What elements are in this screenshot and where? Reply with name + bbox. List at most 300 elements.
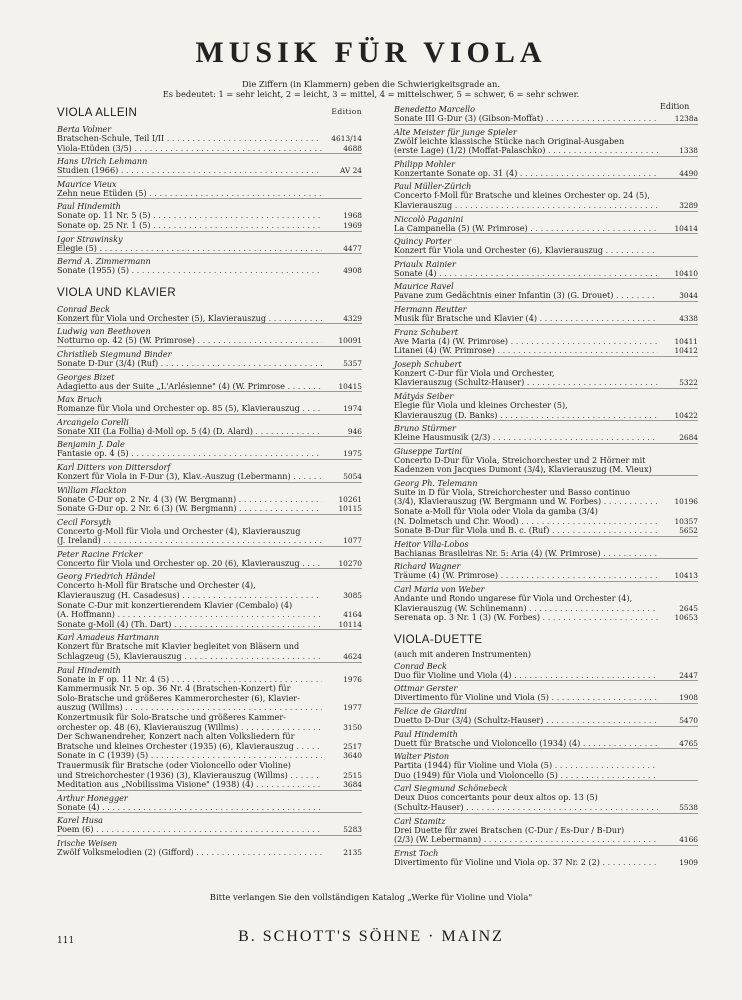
catalog-entry (394, 659, 698, 681)
composer-name: Richard Wagner (394, 561, 461, 572)
work-title: Adagietto aus der Suite „L'Arlésienne" (4) (W. Primrose . . . (57, 382, 322, 392)
edition-number: 10411 (674, 336, 698, 346)
work-title: Deux Duos concertants pour deux altos op. 13 (5) (394, 793, 598, 803)
work-row (57, 601, 362, 611)
work-title: Divertimento für Violine und Viola (5) . . . (394, 693, 658, 703)
work-title: Klavierauszug (W. Schünemann) . . . (394, 604, 658, 614)
work-title: Concerto f-Moll für Bratsche und kleines Orchester op. 24 (5), (394, 191, 650, 201)
work-title: (J. Ireland) . . . (57, 536, 322, 546)
composer-name: Ernst Toch (394, 847, 439, 858)
composer-name: Joseph Schubert (394, 358, 462, 369)
composer-name: Benedetto Marcello (394, 104, 476, 114)
work-title: Konzertante Sonate op. 31 (4) . . . (394, 169, 658, 179)
catalog-entry (394, 211, 698, 234)
work-row (394, 716, 698, 726)
page-number: 111 (57, 936, 75, 946)
work-title: Sonate g-Moll (4) (Th. Dart) . . . (57, 620, 322, 630)
intro-line-1: Die Ziffern (in Klammern) geben die Schwierigkeitsgrade an. (242, 79, 500, 89)
composer-name: Niccolò Paganini (394, 213, 464, 224)
composer-name: Maurice Ravel (394, 281, 454, 292)
composer-name: Karel Husa (57, 815, 103, 826)
work-row (57, 825, 362, 835)
edition-number: 4688 (343, 143, 362, 153)
work-title: (2/3) (W. Lebermann) . . . (394, 835, 658, 845)
catalog-entry (57, 176, 362, 199)
catalog-entry (394, 703, 698, 726)
work-row (394, 671, 698, 681)
page-title: MUSIK FÜR VIOLA (195, 36, 547, 69)
work-title: (erste Lage) (1/2) (Moffat-Palaschko) . . . (394, 146, 658, 156)
work-row (394, 526, 698, 536)
edition-number: 1338 (679, 146, 698, 156)
composer-name: Carl Siegmund Schönebeck (394, 783, 508, 794)
work-title: auszug (Willms) . . . (57, 703, 322, 713)
work-title: Duo (1949) für Viola und Violoncello (5) . . . (394, 771, 658, 781)
work-row (57, 723, 362, 733)
catalog-section (394, 102, 698, 623)
work-title: Sonate in F op. 11 Nr. 4 (5) . . . (57, 675, 322, 685)
edition-number: 1976 (343, 674, 362, 684)
edition-number: 5322 (679, 378, 698, 388)
work-title: Zwölf leichte klassische Stücke nach Original-Ausgaben (394, 136, 625, 146)
composer-name: Maurice Vieux (57, 178, 117, 189)
work-row (394, 337, 698, 347)
composer-name: Bernd A. Zimmermann (57, 256, 151, 267)
work-row (57, 620, 362, 630)
work-row (57, 694, 362, 704)
edition-number: 946 (347, 426, 362, 436)
work-title: Duo für Violine und Viola (4) . . . (394, 671, 658, 681)
work-title: Sonate B-Dur für Viola und B. c. (Ruf) . . . (394, 526, 658, 536)
composer-name: Max Bruch (57, 394, 103, 405)
work-row (394, 191, 698, 201)
section-note: (auch mit anderen Instrumenten) (394, 648, 532, 659)
catalog-entry (57, 514, 362, 546)
composer-name: Arthur Honegger (57, 792, 128, 803)
work-row (394, 488, 698, 498)
edition-number: 4490 (679, 168, 698, 178)
edition-number: 10091 (338, 336, 362, 346)
catalog-entry (57, 369, 362, 392)
composer-name: Franz Schubert (394, 326, 458, 337)
work-title: Sonate G-Dur op. 2 Nr. 6 (3) (W. Bergmann) . . . (57, 504, 322, 514)
work-title: Sonate C-Dur op. 2 Nr. 4 (3) (W. Bergmann) . . . (57, 495, 322, 505)
section-title: VIOLA-DUETTE (394, 633, 483, 646)
edition-number: 4329 (343, 313, 362, 323)
composer-name: Quincy Porter (394, 236, 452, 247)
work-row (394, 401, 698, 411)
catalog-entry (394, 124, 698, 156)
work-title: Zehn neue Etüden (5) . . . (57, 189, 322, 199)
work-title: Sonate (1955) (5) . . . (57, 266, 322, 276)
work-title: Konzert für Viola in F-Dur (3), Klav.-Auszug (Lebermann) . . . (57, 472, 322, 482)
work-row (57, 713, 362, 723)
work-title: Notturno op. 42 (5) (W. Primrose) . . . (57, 336, 322, 346)
catalog-entry (394, 780, 698, 812)
composer-name: Ludwig van Beethoven (57, 326, 151, 337)
work-title: Sonate (4) . . . (394, 269, 658, 279)
work-title: Musik für Bratsche und Klavier (4) . . . (394, 314, 658, 324)
work-row (57, 244, 362, 254)
work-row (57, 449, 362, 459)
catalog-entry (394, 845, 698, 868)
work-row (57, 536, 362, 546)
work-row (394, 497, 698, 507)
composer-name: Mátyás Seiber (394, 390, 454, 401)
catalog-note: Bitte verlangen Sie den vollständigen Katalog „Werke für Violine und Viola" (209, 892, 533, 902)
composer-name: Conrad Beck (57, 303, 110, 314)
catalog-entry (394, 813, 698, 845)
catalog-entry (57, 835, 362, 858)
work-row (394, 456, 698, 466)
edition-number: 10115 (338, 504, 362, 514)
catalog-entry (394, 443, 698, 475)
catalog-entry (394, 178, 698, 210)
composer-name: Ottmar Gerster (394, 683, 458, 694)
edition-number: 2684 (679, 433, 698, 443)
work-title: Suite in D für Viola, Streichorchester und Basso continuo (394, 487, 630, 497)
edition-number: 10412 (674, 346, 698, 356)
edition-number: 4624 (343, 652, 362, 662)
work-row (394, 201, 698, 211)
work-title: Konzert für Viola und Orchester (5), Klavierauszug . . . (57, 314, 322, 324)
edition-number: 10196 (674, 497, 698, 507)
work-title: Ave Maria (4) (W. Primrose) . . . (394, 337, 658, 347)
edition-number: 5054 (343, 471, 362, 481)
work-row (394, 411, 698, 421)
catalog-entry (57, 662, 362, 790)
work-row (57, 527, 362, 537)
work-row (394, 314, 698, 324)
edition-number: 2517 (343, 741, 362, 751)
work-row (57, 211, 362, 221)
edition-number: 3640 (343, 751, 362, 761)
composer-name: Felice de Giardini (394, 706, 467, 716)
edition-number: 1975 (343, 449, 362, 459)
work-title: Der Schwanendreher, Konzert nach alten Volksliedern für (57, 732, 295, 742)
work-row (394, 604, 698, 614)
composer-name: Georges Bizet (57, 371, 115, 382)
work-title: Viola-Etüden (3/5) . . . (57, 144, 322, 154)
publisher-imprint: B. SCHOTT'S SÖHNE · MAINZ (238, 928, 504, 945)
work-row (394, 369, 698, 379)
catalog-entry (394, 256, 698, 279)
work-row (57, 742, 362, 752)
work-row (394, 793, 698, 803)
catalog-entry (57, 459, 362, 482)
catalog-entry (57, 414, 362, 437)
composer-name: Conrad Beck (394, 660, 447, 671)
catalog-entry (57, 231, 362, 254)
work-row (57, 761, 362, 771)
edition-label: Edition (331, 107, 362, 116)
work-title: Drei Duette für zwei Bratschen (C-Dur / Es-Dur / B-Dur) (394, 825, 625, 835)
composer-name: Berta Volmer (57, 124, 112, 134)
catalog-entry (394, 558, 698, 581)
work-title: Konzert für Bratsche mit Klavier begleitet von Bläsern und (57, 642, 300, 652)
intro-line-2: Es bedeutet: 1 = sehr leicht, 2 = leicht, 3 = mittel, 4 = mittelschwer, 5 = schwer, 6 = sehr schwer. (162, 89, 580, 99)
catalog-entry (394, 324, 698, 356)
edition-number: 2645 (679, 603, 698, 613)
section-heading (57, 286, 362, 301)
edition-number: 1977 (343, 703, 362, 713)
composer-name: Alte Meister für junge Spieler (394, 126, 517, 137)
composer-name: Irische Weisen (57, 837, 118, 848)
edition-number: 4908 (343, 266, 362, 276)
composer-name: Karl Amadeus Hartmann (57, 632, 160, 643)
right-column (394, 102, 698, 867)
work-title: Serenata op. 3 Nr. 1 (3) (W. Forbes) . . . (394, 613, 658, 623)
catalog-entry (57, 436, 362, 459)
work-row (57, 803, 362, 813)
edition-number: 5470 (679, 716, 698, 725)
work-row (57, 771, 362, 781)
catalog-entry (394, 536, 698, 559)
catalog-entry (394, 356, 698, 388)
catalog-entry (57, 546, 362, 569)
work-title: Konzertmusik für Solo-Bratsche und größeres Kammer- (57, 713, 286, 722)
edition-number: 10414 (674, 223, 698, 233)
catalog-entry (394, 748, 698, 780)
work-title: Sonate III G-Dur (3) (Gibson-Moffat) . . . (394, 114, 658, 124)
work-row (57, 266, 362, 276)
work-title: Elegie (5) . . . (57, 244, 322, 254)
work-title: Konzert für Viola und Orchester (6), Klavierauszug . . . (394, 246, 658, 256)
work-title: Schlagzeug (5), Klavierauszug . . . (57, 652, 322, 662)
composer-name: Philipp Mohler (394, 158, 455, 169)
catalog-entry (57, 323, 362, 346)
composer-name: William Flackton (57, 484, 127, 495)
work-title: orchester op. 48 (6), Klavierauszug (Willms) . . . (57, 723, 322, 733)
edition-number: 1974 (343, 404, 362, 414)
work-title: Sonate C-Dur mit konzertierendem Klavier (Cembalo) (4) (57, 600, 293, 610)
work-title: (A. Hoffmann) . . . (57, 610, 322, 620)
edition-number: 10357 (674, 516, 698, 526)
catalog-section (57, 286, 362, 858)
edition-number: 2135 (343, 847, 362, 857)
composer-name: Carl Maria von Weber (394, 584, 485, 595)
edition-number: 5652 (679, 526, 698, 536)
edition-number: 1077 (343, 536, 362, 546)
work-row (394, 146, 698, 156)
composer-name: Heitor Villa-Lobos (394, 538, 469, 549)
composer-name: Georg Ph. Telemann (394, 477, 478, 488)
work-row (394, 507, 698, 517)
work-title: Sonate XII (La Follia) d-Moll op. 5 (4) (D. Alard) . . . (57, 427, 322, 437)
work-row (57, 336, 362, 346)
edition-number: 2515 (343, 770, 362, 780)
work-row (57, 581, 362, 591)
catalog-entry (394, 420, 698, 443)
work-title: Klavierauszug (H. Casadesus) . . . (57, 591, 322, 601)
catalog-entry (57, 122, 362, 153)
work-row (57, 189, 362, 199)
section-heading (394, 633, 698, 648)
work-row (394, 224, 698, 234)
edition-number: 1969 (343, 220, 362, 230)
composer-name: Benjamin J. Dale (57, 439, 125, 450)
work-title: Divertimento für Violine und Viola op. 37 Nr. 2 (2) . . . (394, 858, 658, 868)
edition-number: 5283 (343, 825, 362, 835)
edition-number: 10270 (338, 558, 362, 568)
work-row (57, 382, 362, 392)
work-title: und Streichorchester (1936) (3), Klavierauszug (Willms) . . . (57, 771, 322, 781)
catalog-entry (57, 153, 362, 176)
catalog-entry (394, 233, 698, 256)
work-title: Bachianas Brasileiras Nr. 5: Aria (4) (W. Primrose) . . . (394, 549, 658, 559)
work-title: Solo-Bratsche und größeres Kammerorchester (6), Klavier- (57, 693, 300, 703)
edition-number: 1909 (679, 857, 698, 867)
work-row (394, 739, 698, 749)
work-title: Konzert C-Dur für Viola und Orchester, (394, 368, 555, 378)
work-row (394, 269, 698, 279)
catalog-entry (394, 581, 698, 623)
catalog-entry (394, 301, 698, 324)
catalog-entry (57, 346, 362, 369)
work-title: Romanze für Viola und Orchester op. 85 (5), Klavierauszug . . . (57, 404, 322, 414)
work-row (57, 703, 362, 713)
work-title: (N. Dolmetsch und Chr. Wood) . . . (394, 517, 658, 527)
edition-number: 3684 (343, 780, 362, 790)
edition-number: 1968 (343, 211, 362, 221)
work-row (394, 378, 698, 388)
work-title: (Schultz-Hauser) . . . (394, 803, 658, 813)
catalog-entry (394, 278, 698, 301)
edition-number: 5538 (679, 802, 698, 812)
work-title: Sonate in C (1939) (5) . . . (57, 751, 322, 761)
edition-number: 4166 (679, 835, 698, 845)
work-title: Trauermusik für Bratsche (oder Violoncello oder Violine) (57, 760, 291, 770)
edition-number: AV 24 (339, 166, 362, 176)
catalog-section (57, 106, 362, 276)
catalog-entry (57, 812, 362, 835)
work-title: Concerto g-Moll für Viola und Orchester (4), Klavierauszug (57, 526, 301, 536)
edition-number: 3150 (343, 722, 362, 732)
catalog-entry (57, 198, 362, 230)
edition-number: 3085 (343, 591, 362, 601)
work-title: Concerto für Viola und Orchester op. 20 (6), Klavierauszug . . . (57, 559, 322, 569)
work-title: Zwölf Volksmelodien (2) (Gifford) . . . (57, 848, 322, 858)
edition-header: Edition (660, 102, 690, 111)
work-row (57, 359, 362, 369)
edition-number: 10653 (674, 613, 698, 623)
edition-number: 1908 (679, 693, 698, 703)
work-row (57, 427, 362, 437)
work-row (57, 652, 362, 662)
catalog-entry (57, 302, 362, 324)
work-row (394, 137, 698, 147)
work-title: Kammermusik Nr. 5 op. 36 Nr. 4 (Bratschen-Konzert) für (57, 684, 291, 694)
edition-number: 3044 (679, 291, 698, 301)
work-title: Fantasie op. 4 (5) . . . (57, 449, 322, 459)
composer-name: Carl Stamitz (394, 815, 446, 826)
edition-number: 10410 (674, 268, 698, 278)
work-row (394, 517, 698, 527)
work-title: Sonate op. 11 Nr. 5 (5) . . . (57, 211, 322, 221)
work-title: Kleine Hausmusik (2/3) . . . (394, 433, 658, 443)
composer-name: Hermann Reutter (394, 303, 467, 314)
work-row (57, 404, 362, 414)
work-row (394, 114, 698, 124)
work-row (394, 291, 698, 301)
work-row (57, 559, 362, 569)
edition-number: 10422 (674, 410, 698, 420)
section-title: VIOLA UND KLAVIER (57, 286, 177, 299)
edition-number: 4765 (679, 738, 698, 748)
work-row (57, 642, 362, 652)
edition-number: 4477 (343, 243, 362, 253)
catalog-entry (394, 388, 698, 420)
work-title: Meditation aus „Nobilissima Visione" (1938) (4) . . . (57, 780, 322, 790)
composer-name: Cecil Forsyth (57, 516, 112, 527)
work-row (57, 504, 362, 514)
work-row (57, 684, 362, 694)
work-row (57, 610, 362, 620)
composer-name: Georg Friedrich Händel (57, 571, 156, 582)
work-title: Bratschen-Schule, Teil I/II . . . (57, 134, 322, 144)
work-row (57, 144, 362, 154)
work-title: Sonate (4) . . . (57, 803, 322, 813)
catalog-entry (57, 482, 362, 514)
edition-number: 1238a (674, 114, 698, 123)
edition-number: 10114 (338, 619, 362, 629)
composer-name: Paul Hindemith (57, 201, 121, 212)
composer-name: Christlieb Siegmund Binder (57, 348, 172, 359)
work-row (394, 693, 698, 703)
catalog-entry (394, 475, 698, 536)
work-title: Sonate op. 25 Nr. 1 (5) . . . (57, 221, 322, 231)
work-row (394, 803, 698, 813)
composer-name: Bruno Stürmer (394, 423, 456, 434)
work-title: Klavierauszug (Schultz-Hauser) . . . (394, 378, 658, 388)
work-title: Studien (1966) . . . (57, 166, 322, 176)
catalog-entry (57, 568, 362, 629)
work-title: Concerto D-Dur für Viola, Streichorchester und 2 Hörner mit (394, 455, 646, 465)
work-row (57, 732, 362, 742)
work-row (57, 751, 362, 761)
catalog-entry (394, 102, 698, 124)
composer-name: Arcangelo Corelli (57, 416, 129, 427)
work-row (394, 761, 698, 771)
work-title: Kadenzen von Jacques Dumont (3/4), Klavierauszug (M. Vieux) (394, 465, 652, 475)
work-row (57, 472, 362, 482)
work-row (394, 771, 698, 781)
work-title: Poem (6) . . . (57, 825, 322, 835)
composer-name: Karl Ditters von Dittersdorf (57, 461, 171, 472)
work-row (394, 346, 698, 356)
work-row (57, 134, 362, 144)
work-title: Klavierauszug . . . (394, 201, 658, 211)
work-row (394, 169, 698, 179)
edition-number: 2447 (679, 670, 698, 680)
left-column (57, 102, 362, 858)
work-title: Duett für Bratsche und Violoncello (1934) (4) . . . (394, 739, 658, 749)
catalog-entry (394, 156, 698, 179)
work-row (57, 848, 362, 858)
composer-name: Giuseppe Tartini (394, 445, 463, 456)
work-title: Partita (1944) für Violine und Viola (5) . . . (394, 761, 658, 771)
work-title: Duetto D-Dur (3/4) (Schultz-Hauser) . . . (394, 716, 658, 726)
catalog-entry (394, 726, 698, 749)
composer-name: Walter Piston (394, 751, 450, 762)
composer-name: Priaulx Rainier (394, 258, 456, 269)
composer-name: Peter Racine Fricker (57, 548, 143, 559)
composer-name: Paul Hindemith (394, 728, 458, 739)
work-title: Litanei (4) (W. Primrose) . . . (394, 346, 658, 356)
work-row (57, 780, 362, 790)
section-title: VIOLA ALLEIN (57, 107, 138, 119)
work-row (57, 166, 362, 176)
